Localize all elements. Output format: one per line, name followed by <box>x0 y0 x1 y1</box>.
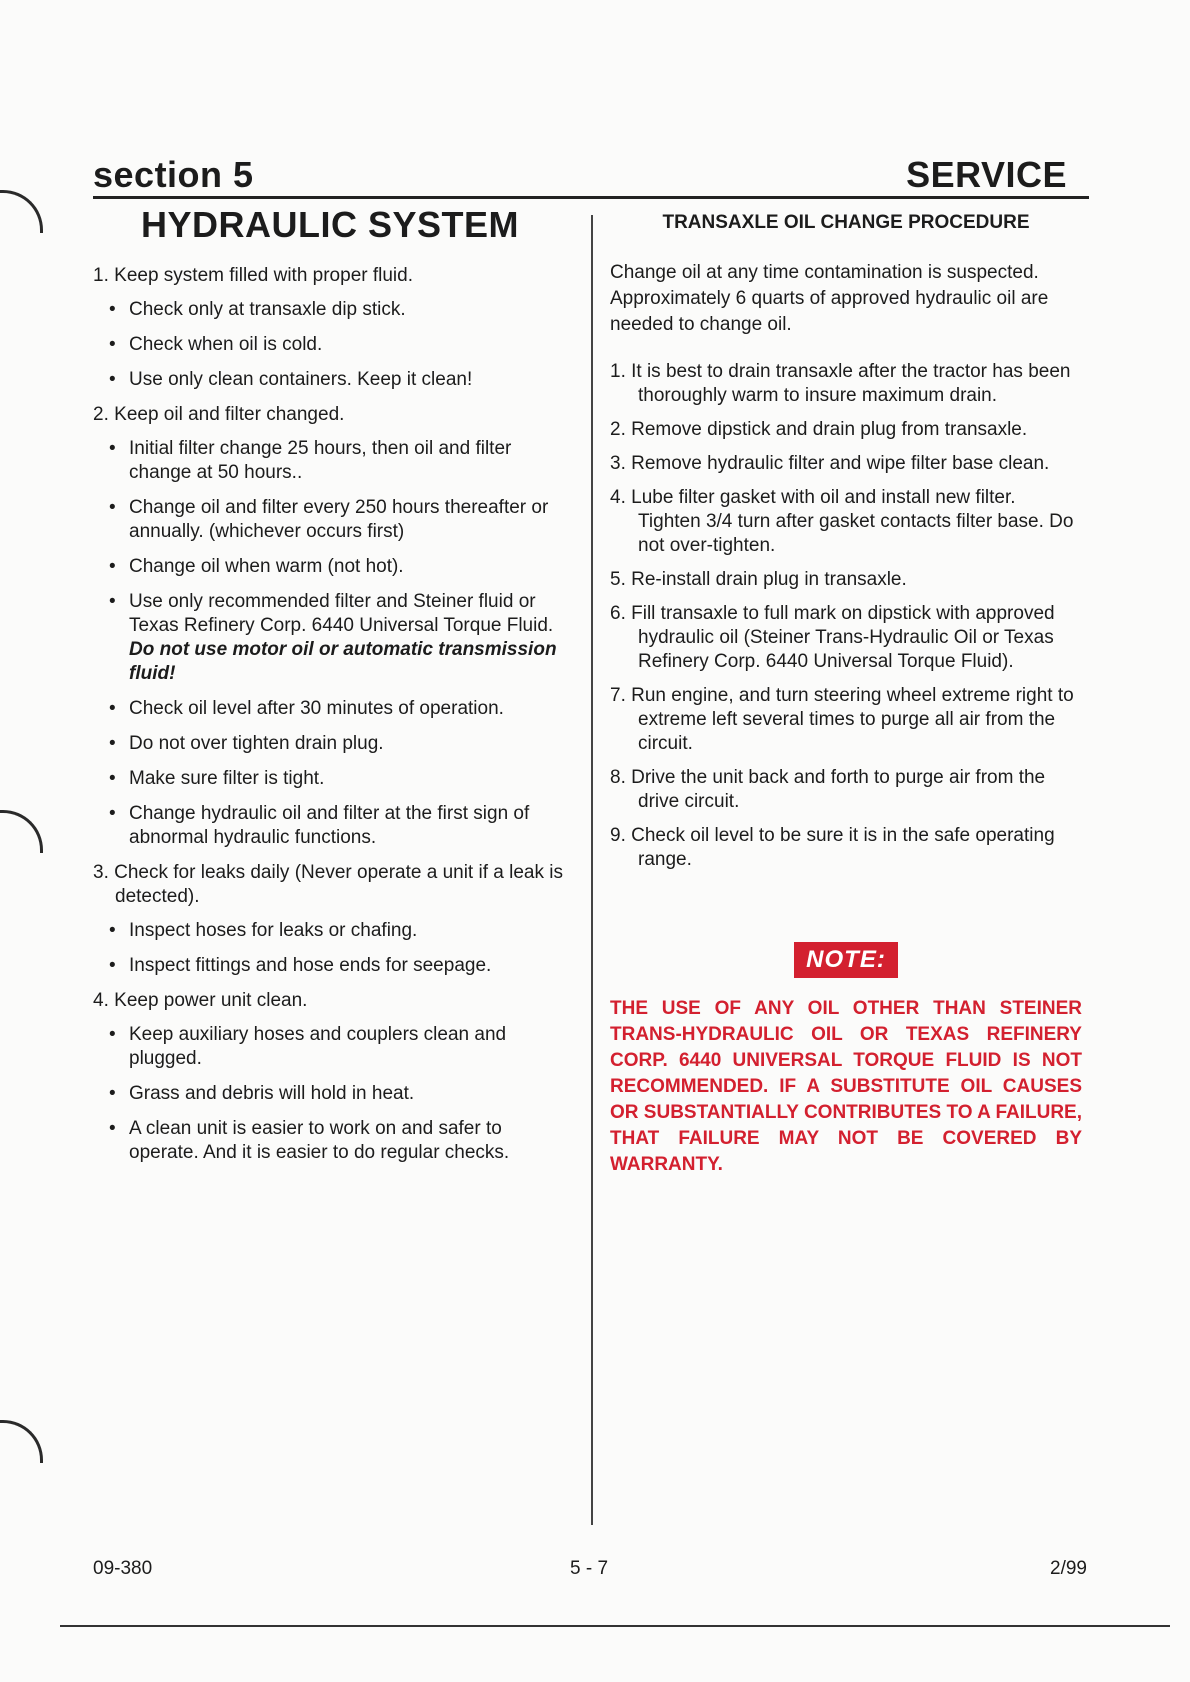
hydraulic-system-title: HYDRAULIC SYSTEM <box>141 204 520 245</box>
page-header <box>93 150 1089 198</box>
procedure-step: 2. Remove dipstick and drain plug from transaxle. <box>610 419 1028 440</box>
procedure-step: 7. Run engine, and turn steering wheel extreme right to extreme left several times to purge all air from the circuit. <box>610 685 1074 754</box>
procedure-step: 6. Fill transaxle to full mark on dipstick with approved hydraulic oil (Steiner Trans-Hydraulic Oil or Texas Refinery Corp. 6440 Universal Torque Fluid). <box>610 603 1055 672</box>
list-item: 1. Keep system filled with proper fluid. <box>93 265 414 286</box>
note-label: NOTE: <box>794 942 898 978</box>
bullet-item: • Inspect hoses for leaks or chafing. <box>109 920 418 941</box>
bullet-item: • Use only recommended filter and Steiner fluid or Texas Refinery Corp. 6440 Universal Torque Fluid. Do not use motor oil or automatic transmission fluid! <box>109 591 557 684</box>
bullet-item: • Change oil when warm (not hot). <box>109 556 404 577</box>
procedure-step: 4. Lube filter gasket with oil and install new filter. Tighten 3/4 turn after gasket contacts filter base. Do not over-tighten. <box>610 487 1074 556</box>
bullet-item: • Check oil level after 30 minutes of operation. <box>109 698 504 719</box>
bullet-item: • Change hydraulic oil and filter at the first sign of abnormal hydraulic functions. <box>109 803 530 848</box>
procedure-step: 1. It is best to drain transaxle after the tractor has been thoroughly warm to insure maximum drain. <box>610 361 1071 406</box>
binder-hole-mark-bottom <box>0 1420 43 1463</box>
bullet-item: • Grass and debris will hold in heat. <box>109 1083 415 1104</box>
bullet-item: • Change oil and filter every 250 hours thereafter or annually. (whichever occurs first) <box>109 497 549 542</box>
oil-change-intro: Change oil at any time contamination is suspected. Approximately 6 quarts of approved hydraulic oil are needed to change oil. <box>610 262 1049 335</box>
header-rule <box>93 196 1089 199</box>
bullet-item: • Keep auxiliary hoses and couplers clean and plugged. <box>109 1024 507 1069</box>
procedure-step: 9. Check oil level to be sure it is in the safe operating range. <box>610 825 1055 870</box>
bullet-item: • A clean unit is easier to work on and safer to operate. And it is easier to do regular checks. <box>109 1118 510 1163</box>
procedure-step: 3. Remove hydraulic filter and wipe filter base clean. <box>610 453 1050 474</box>
bullet-item: • Check only at transaxle dip stick. <box>109 299 406 320</box>
page-number: 5 - 7 <box>570 1558 609 1579</box>
column-divider <box>591 215 593 1525</box>
bullet-item: • Do not over tighten drain plug. <box>109 733 384 754</box>
service-label: SERVICE <box>906 154 1067 195</box>
section-label: section 5 <box>93 154 254 195</box>
bottom-rule <box>60 1625 1170 1627</box>
note-label-wrap <box>610 942 1082 978</box>
oil-change-column <box>610 200 1082 1178</box>
bullet-item: • Inspect fittings and hose ends for seepage. <box>109 955 492 976</box>
procedure-step: 5. Re-install drain plug in transaxle. <box>610 569 907 590</box>
bullet-item: • Initial filter change 25 hours, then oil and filter change at 50 hours.. <box>109 438 512 483</box>
list-item: 4. Keep power unit clean. <box>93 990 308 1011</box>
revision-date: 2/99 <box>1050 1558 1087 1579</box>
bullet-item: • Use only clean containers. Keep it clean! <box>109 369 473 390</box>
binder-hole-mark-top <box>0 190 43 233</box>
hydraulic-system-column <box>93 200 563 1176</box>
bullet-item: • Check when oil is cold. <box>109 334 323 355</box>
document-number: 09-380 <box>93 1558 153 1579</box>
procedure-step: 8. Drive the unit back and forth to purge air from the drive circuit. <box>610 767 1046 812</box>
warranty-note: THE USE OF ANY OIL OTHER THAN STEINER TRANS-HYDRAULIC OIL OR TEXAS REFINERY CORP. 6440 UNIVERSAL TORQUE FLUID IS NOT RECOMMENDED. IF A SUBSTITUTE OIL CAUSES OR SUBSTANTIALLY CONTRIBUTES TO A FAILURE, THAT FAILURE MAY NOT BE COVERED BY WARRANTY. <box>610 998 1082 1175</box>
motor-oil-warning: Do not use motor oil or automatic transmission fluid! <box>129 639 557 684</box>
binder-hole-mark-middle <box>0 810 43 853</box>
list-item: 3. Check for leaks daily (Never operate a unit if a leak is detected). <box>93 862 563 907</box>
oil-change-title: TRANSAXLE OIL CHANGE PROCEDURE <box>662 212 1030 233</box>
bullet-item: • Make sure filter is tight. <box>109 768 325 789</box>
list-item: 2. Keep oil and filter changed. <box>93 404 345 425</box>
